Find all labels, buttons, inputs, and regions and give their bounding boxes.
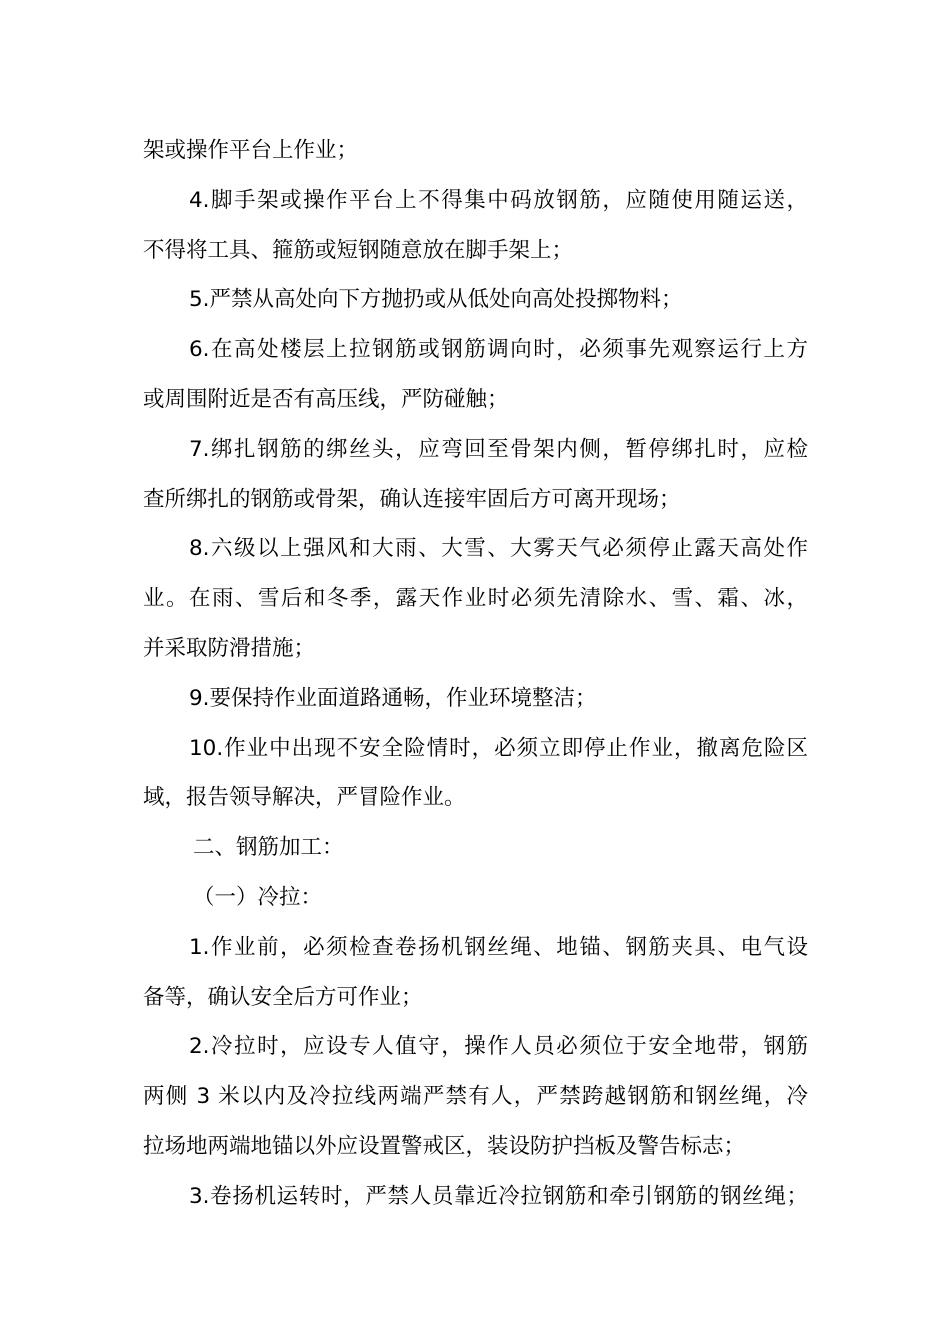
- section-heading: 二、钢筋加工：: [193, 835, 344, 861]
- text-line: 1.作业前，必须检查卷扬机钢丝绳、地锚、钢筋夹具、电气设: [189, 934, 808, 960]
- text-line: 业。在雨、雪后和冬季，露天作业时必须先清除水、雪、霜、冰，: [143, 586, 808, 612]
- text-line: 9.要保持作业面道路通畅，作业环境整洁；: [189, 685, 597, 711]
- text-line: 或周围附近是否有高压线，严防碰触；: [143, 386, 509, 412]
- text-line: 2.冷拉时，应设专人值守，操作人员必须位于安全地带，钢筋: [189, 1034, 808, 1060]
- text-line: 架或操作平台上作业；: [143, 138, 359, 163]
- text-line: 查所绑扎的钢筋或骨架，确认连接牢固后方可离开现场；: [143, 486, 681, 512]
- text-line: 6.在高处楼层上拉钢筋或钢筋调向时，必须事先观察运行上方: [189, 337, 808, 363]
- text-line: 域，报告领导解决，严冒险作业。: [143, 785, 466, 811]
- text-line: 并采取防滑措施；: [143, 635, 316, 661]
- text-line: 备等，确认安全后方可作业；: [143, 984, 423, 1010]
- text-line: 10.作业中出现不安全险情时，必须立即停止作业，撤离危险区: [189, 735, 808, 761]
- document-page: [143, 126, 808, 1222]
- text-line: 3.卷扬机运转时，严禁人员靠近冷拉钢筋和牵引钢筋的钢丝绳；: [189, 1183, 808, 1209]
- text-line: 4.脚手架或操作平台上不得集中码放钢筋，应随使用随运送，: [189, 187, 808, 213]
- text-line: 拉场地两端地锚以外应设置警戒区，装设防护挡板及警告标志；: [143, 1133, 746, 1159]
- text-line: 5.严禁从高处向下方抛扔或从低处向高处投掷物料；: [189, 287, 683, 313]
- subsection-heading: （一）冷拉：: [193, 884, 323, 910]
- text-line: 不得将工具、箍筋或短钢随意放在脚手架上；: [143, 237, 574, 263]
- text-line: 8.六级以上强风和大雨、大雪、大雾天气必须停止露天高处作: [189, 536, 808, 562]
- text-line: 两侧 3 米以内及冷拉线两端严禁有人，严禁跨越钢筋和钢丝绳，冷: [143, 1084, 808, 1110]
- text-line: 7.绑扎钢筋的绑丝头，应弯回至骨架内侧，暂停绑扎时，应检: [189, 436, 808, 462]
